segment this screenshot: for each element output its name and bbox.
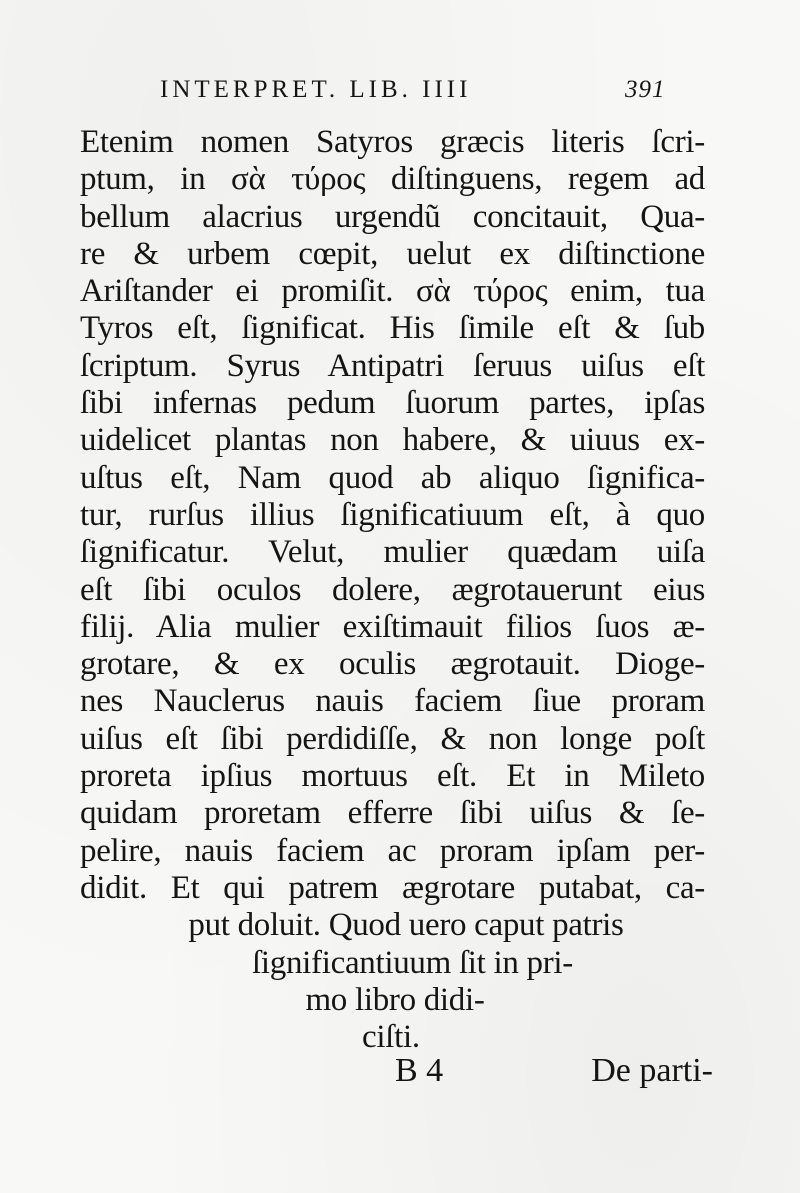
text-line: uidelicet plantas non habere, & uiuus ex- (80, 422, 705, 459)
text-line: ſignificatur. Velut, mulier quædam uiſa (80, 534, 705, 571)
text-line: didit. Et qui patrem ægrotare putabat, ca- (80, 869, 705, 906)
text-line: ſibi infernas pedum ſuorum partes, ipſas (80, 385, 705, 422)
text-line: re & urbem cœpit, uelut ex diſtinctione (80, 235, 705, 272)
text-line: proreta ipſius mortuus eſt. Et in Mileto (80, 758, 705, 795)
running-head (160, 76, 700, 110)
text-line: Etenim nomen Satyros græcis literis ſcri- (80, 124, 705, 160)
text-line: filij. Alia mulier exiſtimauit filios ſuos æ- (80, 608, 705, 645)
text-line: bellum alacrius urgendũ concitauit, Qua- (80, 198, 705, 235)
tail-line: put doluit. Quod uero caput patris (188, 907, 624, 944)
text-line: Tyros eſt, ſignificat. His ſimile eſt & ſub (80, 310, 705, 347)
text-line: pelire, nauis faciem ac proram ipſam per- (80, 832, 705, 869)
page-number: 391 (625, 76, 666, 103)
text-line: tur, rurſus illius ſignificatiuum eſt, à quo (80, 496, 705, 533)
text-line: nes Nauclerus nauis faciem ſiue proram (80, 683, 705, 720)
signature-mark: B 4 (395, 1052, 444, 1089)
text-line: quidam proretam efferre ſibi uiſus & ſe- (80, 795, 705, 832)
text-line: uiſus eſt ſibi perdidiſſe, & non longe poſt (80, 720, 705, 757)
text-line: uſtus eſt, Nam quod ab aliquo ſignifica- (80, 459, 705, 496)
text-line: ptum, in σὰ τύρος diſtinguens, regem ad (80, 161, 705, 198)
text-line: ſcriptum. Syrus Antipatri ſeruus uiſus eſt (80, 347, 705, 384)
text-line: grotare, & ex oculis ægrotauit. Dioge- (80, 646, 705, 683)
catchword: De parti- (591, 1052, 713, 1089)
tail-line: mo libro didi- (305, 981, 485, 1018)
tail-line: ciſti. (362, 1019, 420, 1056)
running-title: INTERPRET. LIB. IIII (160, 76, 472, 103)
page-footer (395, 1052, 713, 1092)
text-line: eſt ſibi oculos dolere, ægrotauerunt eius (80, 571, 705, 608)
body-text (80, 124, 705, 1056)
text-line: Ariſtander ei promiſit. σὰ τύρος enim, tua (80, 273, 705, 310)
tail-line: ſignificantiuum ſit in pri- (252, 944, 573, 981)
